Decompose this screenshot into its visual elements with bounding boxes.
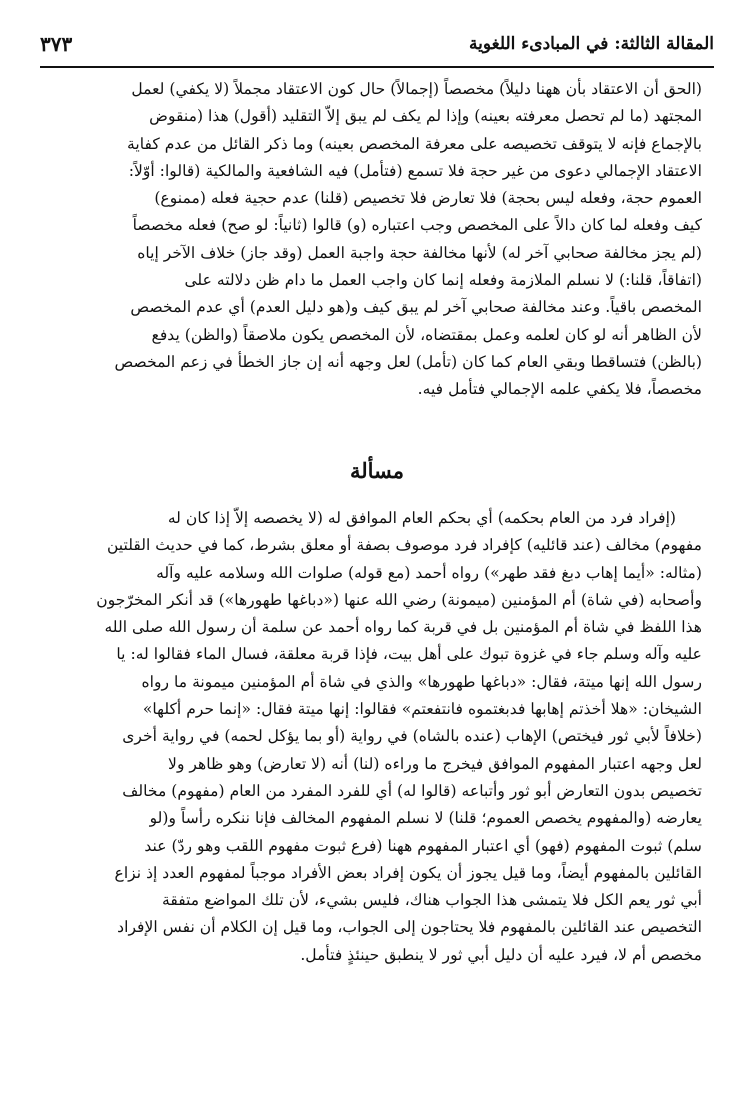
text-line: (مثاله: «أيما إهاب دبغ فقد طهر») رواه أحمد (مع قوله) صلوات الله وسلامه عليه وآله	[156, 563, 702, 582]
text-line: مخصصاً، فلا يكفي علمه الإجمالي فتأمل فيه.	[417, 380, 702, 399]
text-line: (الحق أن الاعتقاد بأن ههنا دليلاً) مخصصاً (إجمالاً) حال كون الاعتقاد مجملاً (لا يكفي) لعمل	[131, 80, 702, 98]
text-line: الاعتقاد الإجمالي دعوى من غير حجة فلا تسمع (فتأمل) فيه الشافعية والمالكية (قالوا: أوّلاً:	[128, 161, 702, 180]
text-line: المجتهد (ما لم تحصل معرفته بعينه) وإذا لم يكف لم يبق إلاّ التقليد (أقول) هذا (منقوض	[149, 107, 702, 126]
text-line: سلم) ثبوت المفهوم (فهو) أي اعتبار المفهوم ههنا (فرع ثبوت مفهوم اللقب وهو ردّ) عند	[144, 836, 702, 855]
text-line: تخصيص بدون التعارض أبو ثور وأتباعه (قالوا له) أي للفرد المفرد من العام (مفهوم) مخالف	[122, 781, 702, 800]
text-line: بالإجماع فإنه لا يتوقف تخصيصه على معرفة المخصص بعينه) وما ذكر القائل من عدم كفاية	[127, 134, 702, 153]
bottom-text-block	[52, 505, 702, 969]
text-line: (إفراد فرد من العام بحكمه) أي بحكم العام الموافق له (لا يخصصه إلاّ إذا كان له	[167, 509, 676, 527]
text-line: (لم يجز مخالفة صحابي آخر له) لأنها مخالفة حجة واجبة العمل (وقد جاز) خلاف الآخر إياه	[137, 243, 702, 262]
text-line: (اتفاقاً، قلنا:) لا نسلم الملازمة وفعله إنما كان واجب العمل ما دام ظن دلالته على	[184, 271, 702, 290]
text-line: مخصص أم لا، فيرد عليه أن دليل أبي ثور لا ينطبق حينئذٍ فتأمل.	[300, 945, 702, 964]
page-number: ٣٧٣	[40, 32, 73, 56]
text-line: هذا اللفظ في شاة أم المؤمنين بل في قربة كما رواه أحمد عن سلمة أن رسول الله صلى الله	[104, 618, 702, 637]
text-line: رسول الله إنها ميتة، فقال: «دباغها طهورها» والذي في شاة أم المؤمنين ميمونة ما رواه	[141, 672, 702, 691]
text-line: أبي ثور يعم الكل فلا يتمشى هذا الجواب هناك، فليس بشيء، لأن تلك المواضع متفقة	[161, 891, 702, 910]
section-heading: مسألة	[349, 458, 405, 483]
text-line: كيف وفعله لما كان دالاً على المخصص وجب اعتباره (و) قالوا (ثانياً: لو صح) فعله مخصصاً	[132, 216, 702, 235]
header-rule	[40, 66, 714, 68]
text-line: يعارضه (والمفهوم يخصص العموم؛ قلنا) لا نسلم المفهوم المخالف فإنا ننكره رأساً و(لو	[149, 809, 702, 828]
text-line: القائلين بالمفهوم أيضاً، وما قيل يجوز أن يكون إفراد بعض الأفراد موجباً لمفهوم العدد إذ نزاع	[114, 863, 702, 882]
text-line: لعل وجهه اعتبار المفهوم الموافق فيخرج ما وراءه (لنا) أنه (لا تعارض) وهو ظاهر ولا	[168, 754, 702, 773]
text-line: مفهوم) مخالف (عند قائليه) كإفراد فرد موصوف بصفة أو معلق بشرط، كما في حديث القلتين	[106, 536, 702, 555]
text-line: المخصص باقياً. وعند مخالفة صحابي آخر لم يبق كيف و(هو دليل العدم) أي عدم المخصص	[130, 298, 702, 317]
text-line: الشيخان: «هلا أخذتم إهابها فدبغتموه فانتفعتم» فقالوا: إنها ميتة فقال: «إنما حرم أكلها»	[142, 700, 702, 719]
text-line: (بالظن) فتساقطا وبقي العام كما كان (تأمل) لعل وجهه أنه إن جاز الخطأ في زعم المخصص	[114, 352, 702, 371]
text-line: وأصحابه (في شاة) أم المؤمنين (ميمونة) رضي الله عنها («دباغها طهورها») قد أنكر المخرّجون	[96, 590, 702, 609]
text-line: (خلافاً لأبي ثور فيختص) الإهاب (عنده بالشاه) في رواية (أو بما يؤكل لحمه) في رواية أخرى	[122, 727, 702, 746]
top-text-block	[52, 76, 702, 404]
text-line: العموم حجة، وفعله ليس بحجة) فلا تعارض فلا تخصيص (قلنا) عدم حجية فعله (ممنوع)	[154, 189, 702, 208]
running-header	[40, 30, 714, 58]
text-line: عليه وآله وسلم جاء في غزوة تبوك على أهل بيت، فإذا قربة معلقة، فسال الماء فقالوا له: يا	[116, 645, 702, 664]
text-line: لأن الظاهر أنه لو كان لعلمه وعمل بمقتضاه، لأن المخصص يكون ملاصقاً (والظن) يدفع	[151, 325, 702, 344]
text-line: التخصيص عند القائلين بالمفهوم فلا يحتاجون إلى الجواب، وما قيل إن الكلام أن نفس الإفراد	[117, 918, 702, 937]
section-title: المقالة الثالثة: في المبادىء اللغوية	[469, 34, 714, 54]
